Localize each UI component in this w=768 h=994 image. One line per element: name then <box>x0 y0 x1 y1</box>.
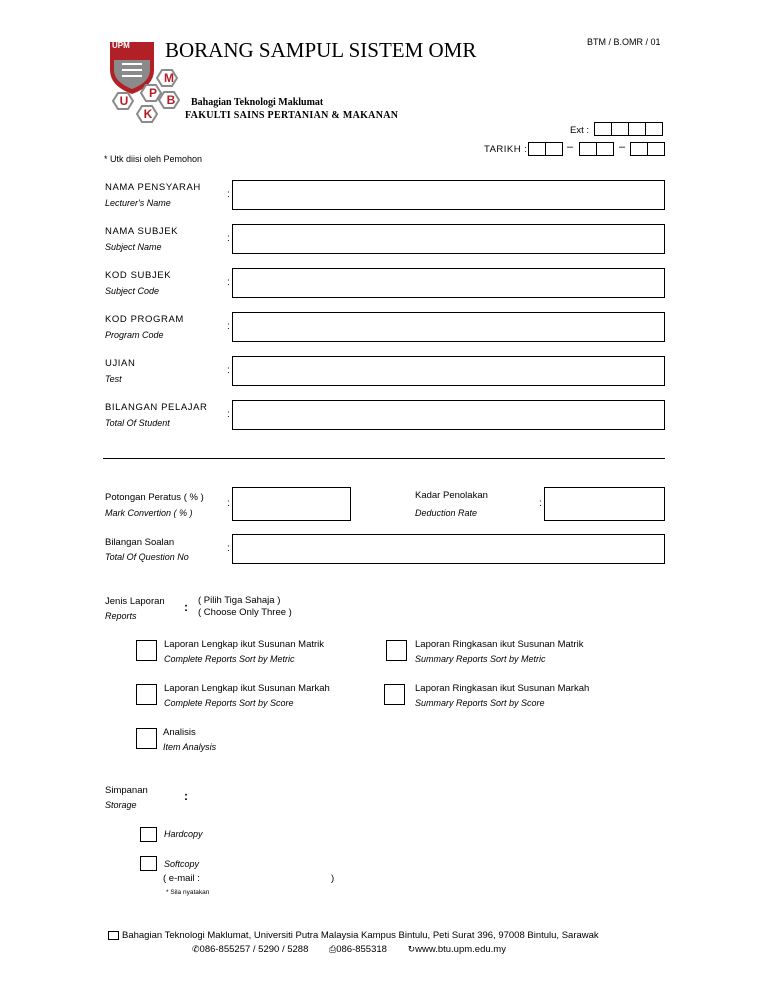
mail-icon <box>108 931 119 940</box>
program-code-input[interactable] <box>232 312 665 342</box>
field-sublabel: Program Code <box>105 330 164 340</box>
report-option-summary-metric[interactable] <box>386 639 626 665</box>
fax-icon: ⎙ <box>329 944 337 954</box>
email-field[interactable] <box>232 871 328 885</box>
report-option-item-analysis[interactable] <box>136 727 376 753</box>
hardcopy-checkbox[interactable] <box>140 827 157 842</box>
reports-sublabel: Reports <box>105 611 137 621</box>
field-colon: : <box>227 277 230 288</box>
report-option-label: Analisis <box>163 727 196 738</box>
date-digit-box[interactable] <box>596 142 614 156</box>
footer-web[interactable]: www.btu.upm.edu.my <box>415 944 506 955</box>
report-option-sublabel: Summary Reports Sort by Score <box>415 698 545 708</box>
deduction-rate-input[interactable] <box>544 487 665 521</box>
reports-hint-english: ( Choose Only Three ) <box>198 607 292 618</box>
form-title: BORANG SAMPUL SISTEM OMR <box>165 38 477 62</box>
report-checkbox[interactable] <box>384 684 405 705</box>
ext-field[interactable] <box>594 122 663 136</box>
field-sublabel: Subject Name <box>105 242 162 252</box>
field-colon: : <box>227 189 230 200</box>
reports-label: Jenis Laporan <box>105 596 165 607</box>
total-question-sublabel: Total Of Question No <box>105 552 189 562</box>
ext-digit-box[interactable] <box>628 122 646 136</box>
field-subject-name <box>0 226 768 258</box>
footer-contact-line <box>192 944 506 955</box>
total-question-label: Bilangan Soalan <box>105 537 175 548</box>
date-separator: – <box>567 141 574 153</box>
report-option-label: Laporan Ringkasan ikut Susunan Markah <box>415 683 590 694</box>
logo-letter-k: K <box>143 107 153 121</box>
email-close: ) <box>331 873 335 884</box>
field-sublabel: Total Of Student <box>105 418 170 428</box>
field-colon: : <box>227 365 230 376</box>
ext-digit-box[interactable] <box>594 122 612 136</box>
date-digit-box[interactable] <box>579 142 597 156</box>
date-year-field[interactable] <box>630 142 665 156</box>
field-label: UJIAN <box>105 358 136 369</box>
section-divider <box>103 458 665 459</box>
field-total-student <box>0 402 768 434</box>
field-label: NAMA SUBJEK <box>105 226 179 237</box>
field-colon: : <box>227 321 230 332</box>
date-day-field[interactable] <box>528 142 563 156</box>
reports-hint-malay: ( Pilih Tiga Sahaja ) <box>198 595 281 606</box>
field-sublabel: Subject Code <box>105 286 160 296</box>
web-icon: ↻ <box>407 944 416 954</box>
logo-upm-text: UPM <box>112 41 130 50</box>
report-checkbox[interactable] <box>136 728 157 749</box>
report-checkbox[interactable] <box>136 640 157 661</box>
storage-option-hardcopy[interactable] <box>140 826 260 844</box>
date-digit-box[interactable] <box>630 142 648 156</box>
subject-name-input[interactable] <box>232 224 665 254</box>
report-option-complete-metric[interactable] <box>136 639 376 665</box>
report-option-sublabel: Item Analysis <box>163 742 217 752</box>
field-label: KOD SUBJEK <box>105 270 172 281</box>
mark-conversion-colon: : <box>227 498 230 509</box>
logo-letter-m: M <box>164 71 174 85</box>
field-program-code <box>0 314 768 346</box>
storage-sublabel: Storage <box>105 800 137 810</box>
field-label: KOD PROGRAM <box>105 314 184 325</box>
test-input[interactable] <box>232 356 665 386</box>
report-option-label: Laporan Lengkap ikut Susunan Markah <box>164 683 330 694</box>
field-lecturer-name <box>0 182 768 214</box>
report-option-sublabel: Complete Reports Sort by Score <box>164 698 294 708</box>
storage-label: Simpanan <box>105 785 148 796</box>
field-sublabel: Lecturer's Name <box>105 198 171 208</box>
footer-phone: 086-855257 / 5290 / 5288 <box>199 944 309 955</box>
footer-address: Bahagian Teknologi Maklumat, Universiti Putra Malaysia Kampus Bintulu, Peti Surat 396, 97008 Bintulu, Sarawak <box>122 930 599 941</box>
subject-code-input[interactable] <box>232 268 665 298</box>
mark-conversion-input[interactable] <box>232 487 351 521</box>
report-checkbox[interactable] <box>136 684 157 705</box>
mark-conversion-sublabel: Mark Convertion ( % ) <box>105 508 193 518</box>
logo-letter-p: P <box>148 86 157 100</box>
deduction-rate-label: Kadar Penolakan <box>415 490 488 501</box>
field-label: BILANGAN PELAJAR <box>105 402 208 413</box>
softcopy-label: Softcopy <box>164 859 200 869</box>
ext-label: Ext : <box>570 125 590 136</box>
report-option-label: Laporan Lengkap ikut Susunan Matrik <box>164 639 325 650</box>
mark-conversion-label: Potongan Peratus ( % ) <box>105 492 204 503</box>
ext-digit-box[interactable] <box>645 122 663 136</box>
report-option-sublabel: Complete Reports Sort by Metric <box>164 654 295 664</box>
date-digit-box[interactable] <box>545 142 563 156</box>
footer-address-line <box>108 930 599 941</box>
date-month-field[interactable] <box>579 142 614 156</box>
department-name: Bahagian Teknologi Maklumat <box>191 97 324 108</box>
softcopy-checkbox[interactable] <box>140 856 157 871</box>
report-option-sublabel: Summary Reports Sort by Metric <box>415 654 546 664</box>
date-digit-box[interactable] <box>528 142 546 156</box>
date-digit-box[interactable] <box>647 142 665 156</box>
date-separator: – <box>619 141 626 153</box>
hardcopy-label: Hardcopy <box>164 829 203 839</box>
report-option-label: Laporan Ringkasan ikut Susunan Matrik <box>415 639 584 650</box>
phone-icon: ✆ <box>192 944 200 954</box>
report-checkbox[interactable] <box>386 640 407 661</box>
reports-colon: : <box>184 600 188 614</box>
report-option-complete-score[interactable] <box>136 683 376 709</box>
storage-note: * Sila nyatakan <box>166 889 210 896</box>
field-sublabel: Test <box>105 374 122 384</box>
storage-colon: : <box>184 789 188 803</box>
lecturer-name-input[interactable] <box>232 180 665 210</box>
deduction-rate-sublabel: Deduction Rate <box>415 508 478 518</box>
email-open: ( e-mail : <box>163 873 200 884</box>
applicant-note: * Utk diisi oleh Pemohon <box>104 154 203 164</box>
field-colon: : <box>227 409 230 420</box>
field-test <box>0 358 768 390</box>
date-label: TARIKH : <box>484 144 528 155</box>
field-subject-code <box>0 270 768 302</box>
logo-letter-b: B <box>166 93 176 107</box>
total-student-input[interactable] <box>232 400 665 430</box>
field-label: NAMA PENSYARAH <box>105 182 201 193</box>
footer-fax: 086-855318 <box>336 944 387 955</box>
report-option-summary-score[interactable] <box>384 683 624 709</box>
logo-letter-u: U <box>119 94 129 108</box>
ext-digit-box[interactable] <box>611 122 629 136</box>
deduction-rate-colon: : <box>539 498 542 509</box>
total-question-colon: : <box>227 543 230 554</box>
total-question-input[interactable] <box>232 534 665 564</box>
field-colon: : <box>227 233 230 244</box>
form-code: BTM / B.OMR / 01 <box>587 37 661 47</box>
faculty-name: FAKULTI SAINS PERTANIAN & MAKANAN <box>185 110 399 121</box>
